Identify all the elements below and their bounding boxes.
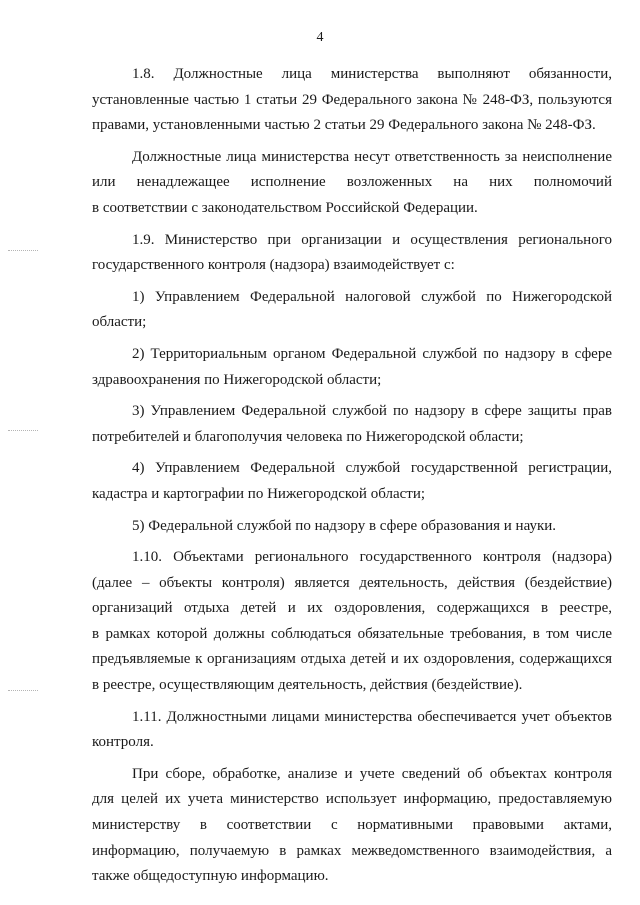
paragraph-1-10 [92,545,612,699]
text-line: 1) Управлением Федеральной налоговой службой по Нижегородской [132,288,612,305]
list-item-5 [92,514,612,540]
paragraph-1-11 [92,705,612,756]
text-line: 2) Территориальным органом Федеральной службой по надзору в сфере [132,345,612,362]
text-line: предъявляемые к организациям отдыха детей и их оздоровления, содержащихся [92,651,612,668]
text-line: 1.8. Должностные лица министерства выполняют обязанности, [132,66,612,82]
text-line: в соответствии с законодательством Российской Федерации. [92,199,478,216]
text-line: в реестре, осуществляющим деятельность, действия (бездействие). [92,677,523,694]
text-line: кадастра и картографии по Нижегородской области; [92,485,426,502]
text-line: области; [92,314,147,331]
text-line: 3) Управлением Федеральной службой по надзору в сфере защиты прав [132,403,612,420]
text-line: 1.11. Должностными лицами министерства обеспечивается учет объектов [132,708,612,725]
text-line: информацию, получаемую в рамках межведомственного взаимодействия, а [92,842,612,859]
text-line: (далее – объекты контроля) является деятельность, действия (бездействие) [92,574,612,591]
page-number: 4 [316,30,324,45]
list-item-1 [92,285,612,336]
paragraph-responsibility [92,145,612,222]
paragraph-accounting [92,762,612,890]
scan-artifact [8,250,38,252]
text-line: для целей их учета министерство использует информацию, предоставляемую [92,791,612,808]
text-line: установленные частью 1 статьи 29 Федерального закона № 248-ФЗ, пользуются [92,91,612,108]
text-line: правами, установленными частью 2 статьи 29 Федерального закона № 248-ФЗ. [92,117,596,134]
text-line: 5) Федеральной службой по надзору в сфере образования и науки. [132,517,557,534]
text-line: 1.10. Объектами регионального государственного контроля (надзора) [132,549,612,566]
text-line: министерству в соответствии с нормативными правовыми актами, [92,817,612,834]
text-line: Должностные лица министерства несут ответственность за неисполнение [132,148,612,165]
scan-artifact [8,690,38,692]
list-item-3 [92,399,612,450]
text-line: здравоохранения по Нижегородской области; [92,371,382,388]
text-line: в рамках которой должны соблюдаться обязательные требования, в том числе [92,625,612,642]
text-line: контроля. [92,734,154,751]
text-line: государственного контроля (надзора) взаимодействует с: [92,257,455,274]
text-line: При сборе, обработке, анализе и учете сведений об объектах контроля [132,765,612,782]
text-line: 4) Управлением Федеральной службой государственной регистрации, [132,460,612,477]
paragraph-1-8 [92,62,612,139]
paragraph-1-9 [92,228,612,279]
scan-artifact [8,430,38,432]
list-item-2 [92,342,612,393]
text-line: организаций отдыха детей и их оздоровления, содержащихся в реестре, [92,600,612,617]
text-line: 1.9. Министерство при организации и осуществления регионального [132,231,612,248]
text-line: или ненадлежащее исполнение возложенных на них полномочий [92,174,612,191]
list-item-4 [92,456,612,507]
text-line: потребителей и благополучия человека по Нижегородской области; [92,428,524,445]
text-line: также общедоступную информацию. [92,868,329,885]
document-body [92,62,612,896]
